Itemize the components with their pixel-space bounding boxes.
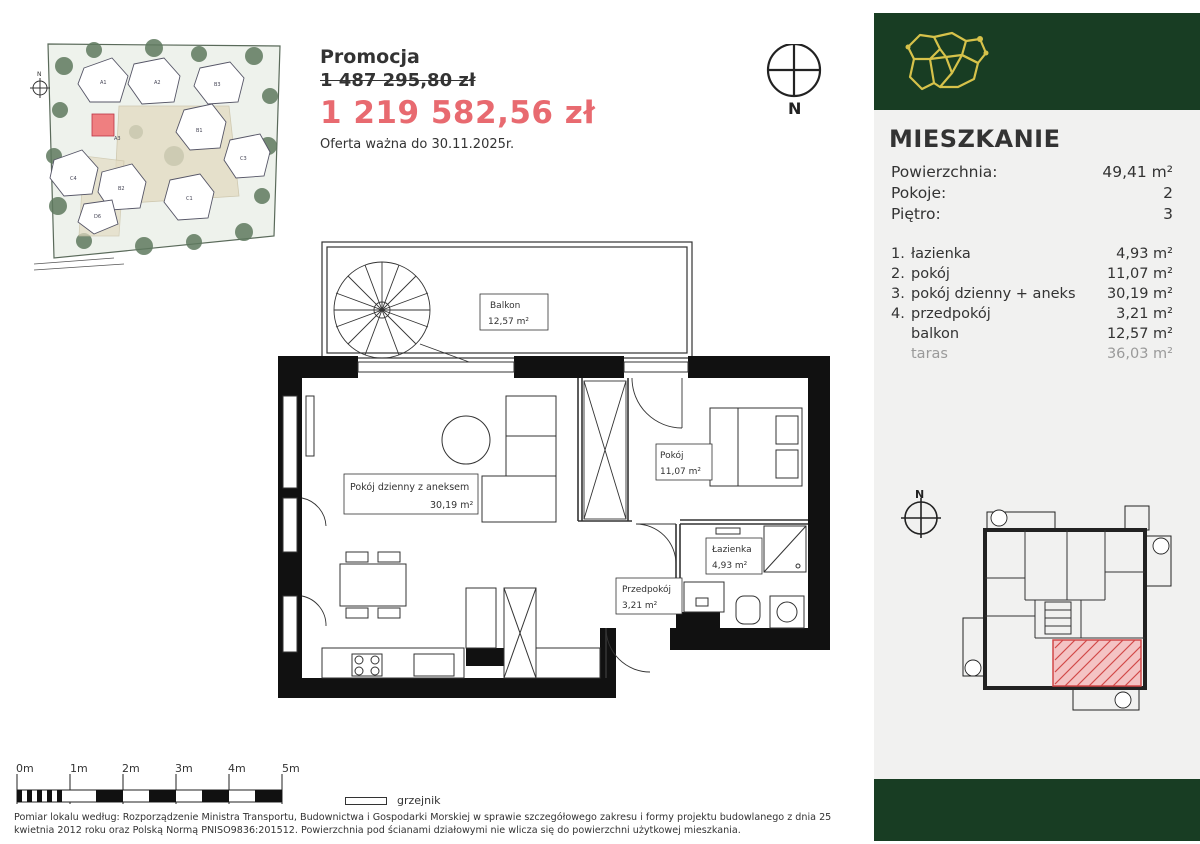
- svg-text:C1: C1: [186, 196, 193, 202]
- building-key-plan: [895, 488, 1185, 713]
- scale-tick-label: 0m: [16, 762, 34, 775]
- room-row: [891, 346, 1173, 362]
- svg-text:D6: D6: [94, 214, 102, 220]
- bed: [710, 408, 802, 486]
- panel-header: [874, 13, 1200, 110]
- room-row: [891, 326, 1173, 342]
- room-number: [891, 346, 911, 362]
- panel-title: MIESZKANIE: [889, 125, 1061, 153]
- room-name: pokój dzienny + aneks: [911, 286, 1076, 302]
- legend-label: grzejnik: [397, 794, 441, 807]
- legend: [345, 794, 441, 807]
- north-label: N: [788, 99, 802, 116]
- dining-table: [340, 552, 406, 618]
- svg-text:C4: C4: [70, 176, 77, 182]
- scale-tick-label: 4m: [228, 762, 246, 775]
- summary-row-floor: [891, 205, 1173, 223]
- sofa: [482, 396, 556, 522]
- panel-footer: [874, 779, 1200, 841]
- room-area: 30,19 m²: [1106, 286, 1173, 302]
- summary-label: Piętro:: [891, 205, 941, 223]
- summary-value: 2: [1163, 184, 1173, 202]
- scale-tick-label: 1m: [70, 762, 88, 775]
- spiral-staircase: [334, 262, 480, 366]
- shower: [764, 526, 806, 572]
- apartment-info-panel: [874, 13, 1200, 841]
- summary-label: Pokoje:: [891, 184, 947, 202]
- room-number: 2.: [891, 266, 905, 282]
- room-label-dzienny: Pokój dzienny z aneksem: [350, 482, 470, 493]
- room-label-balkon: Balkon: [490, 301, 521, 311]
- scale-bar: [14, 762, 304, 808]
- scale-tick-label: 3m: [175, 762, 193, 775]
- room-label-pokoj: Pokój: [660, 451, 684, 461]
- apartment-floor-plan: [270, 236, 850, 706]
- room-area: 12,57 m²: [1106, 326, 1173, 342]
- svg-text:C3: C3: [240, 156, 247, 162]
- promo-price: 1 219 582,56 zł: [320, 95, 596, 131]
- old-price: 1 487 295,80 zł: [320, 70, 476, 91]
- room-name: przedpokój: [911, 306, 991, 322]
- room-row: [891, 266, 1173, 282]
- scale-tick-label: 2m: [122, 762, 140, 775]
- svg-text:A3: A3: [114, 136, 121, 142]
- summary-label: Powierzchnia:: [891, 163, 998, 181]
- room-area-balkon: 12,57 m²: [488, 317, 530, 327]
- room-number: 3.: [891, 286, 905, 302]
- svg-text:B3: B3: [214, 82, 221, 88]
- selected-apartment-highlight: [1053, 640, 1141, 686]
- room-area: 4,93 m²: [1116, 246, 1173, 262]
- promo-block: [320, 46, 740, 152]
- room-number: 1.: [891, 246, 905, 262]
- room-area: 36,03 m²: [1106, 346, 1173, 362]
- room-name: pokój: [911, 266, 950, 282]
- svg-text:N: N: [37, 71, 42, 78]
- scale-tick-label: 5m: [282, 762, 300, 775]
- summary-value: 3: [1163, 205, 1173, 223]
- room-area: 11,07 m²: [1106, 266, 1173, 282]
- summary-row-rooms: [891, 184, 1173, 202]
- room-row: [891, 286, 1173, 302]
- room-area-lazienka: 4,93 m²: [712, 561, 748, 571]
- radiator-legend-swatch: [345, 797, 387, 805]
- brand-logo-icon: [900, 27, 990, 97]
- room-number: [891, 326, 911, 342]
- svg-text:A1: A1: [100, 80, 107, 86]
- svg-text:B1: B1: [196, 128, 203, 134]
- room-row: [891, 246, 1173, 262]
- coffee-table: [442, 416, 490, 464]
- promo-label: Promocja: [320, 46, 420, 68]
- footnote: Pomiar lokalu według: Rozporządzenie Ministra Transportu, Budownictwa i Gospodarki Morskiej w sprawie szczegółowego zakresu i formy projektu budowlanego z dnia 25 kwietnia 2012 roku oraz Polską Normą PNISO9836:201512. Powierzchnia pod ścianami działowymi nie wlicza się do powierzchni użytkowej mieszkania.: [14, 812, 832, 836]
- room-name: balkon: [911, 326, 960, 342]
- room-label-lazienka: Łazienka: [712, 545, 752, 555]
- room-name: taras: [911, 346, 948, 362]
- room-area-dzienny: 30,19 m²: [430, 500, 474, 511]
- keyplan-north-label: N: [915, 488, 925, 501]
- north-compass-icon: [764, 44, 824, 116]
- site-plan-map: [24, 36, 294, 276]
- room-area-przedpokoj: 3,21 m²: [622, 601, 658, 611]
- summary-row-area: [891, 163, 1173, 181]
- room-row: [891, 306, 1173, 322]
- svg-text:A2: A2: [154, 80, 161, 86]
- offer-validity: Oferta ważna do 30.11.2025r.: [320, 137, 515, 152]
- summary-value: 49,41 m²: [1102, 163, 1173, 181]
- room-label-przedpokoj: Przedpokój: [622, 585, 672, 595]
- room-area-pokoj: 11,07 m²: [660, 467, 702, 477]
- room-number: 4.: [891, 306, 905, 322]
- svg-text:B2: B2: [118, 186, 125, 192]
- room-name: łazienka: [911, 246, 971, 262]
- room-area: 3,21 m²: [1116, 306, 1173, 322]
